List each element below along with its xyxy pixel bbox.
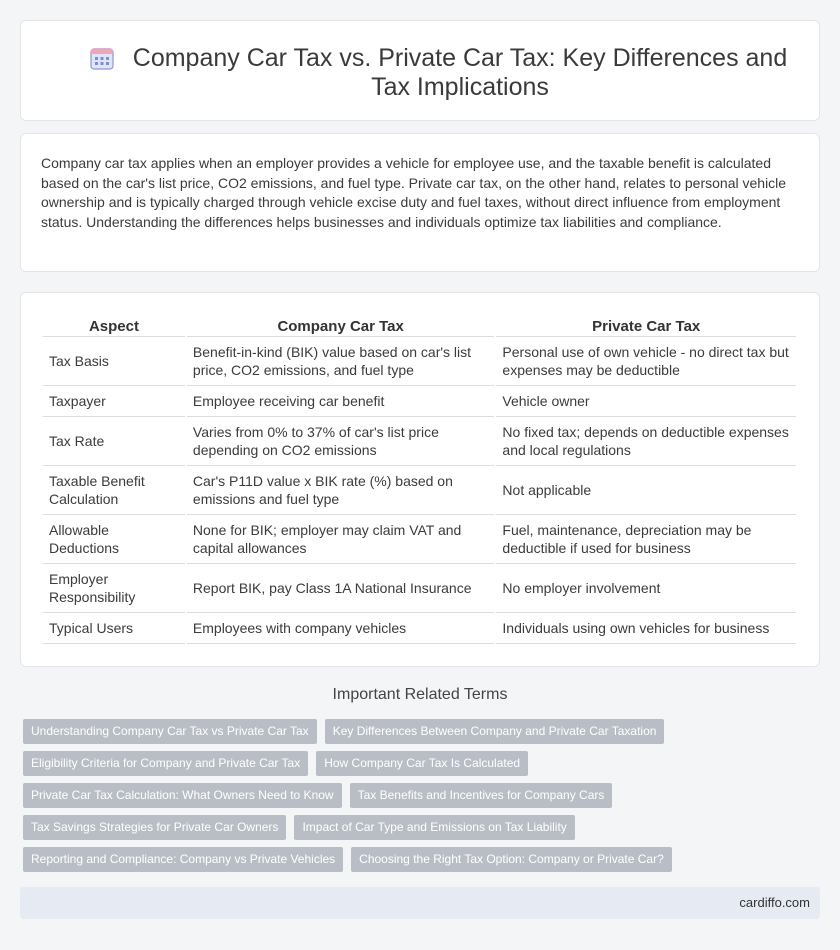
cell-private: Fuel, maintenance, depreciation may be deductible if used for business [496, 515, 796, 564]
related-term-tag[interactable]: Choosing the Right Tax Option: Company or Private Car? [351, 847, 672, 872]
related-terms-heading: Important Related Terms [332, 686, 508, 703]
comparison-table-card [20, 292, 820, 667]
cell-aspect: Allowable Deductions [43, 515, 185, 564]
header-company-car-tax: Company Car Tax [187, 315, 495, 337]
intro-card [20, 133, 820, 272]
tag-row [23, 719, 823, 744]
footer-site-link[interactable]: cardiffo.com [739, 895, 810, 910]
cell-company: Car's P11D value x BIK rate (%) based on emissions and fuel type [187, 466, 495, 515]
tag-row [23, 751, 823, 776]
page-title: Company Car Tax vs. Private Car Tax: Key Differences and Tax Implications [132, 44, 788, 101]
table-row [43, 417, 796, 466]
cell-aspect: Employer Responsibility [43, 564, 185, 613]
related-term-tag[interactable]: How Company Car Tax Is Calculated [316, 751, 528, 776]
cell-company: Report BIK, pay Class 1A National Insurance [187, 564, 495, 613]
cell-aspect: Typical Users [43, 613, 185, 644]
related-term-tag[interactable]: Key Differences Between Company and Private Car Taxation [325, 719, 665, 744]
cell-aspect: Taxable Benefit Calculation [43, 466, 185, 515]
comparison-table [41, 315, 798, 644]
related-term-tag[interactable]: Private Car Tax Calculation: What Owners Need to Know [23, 783, 342, 808]
related-term-tag[interactable]: Reporting and Compliance: Company vs Private Vehicles [23, 847, 343, 872]
footer [20, 887, 820, 919]
cell-private: Vehicle owner [496, 386, 796, 417]
table-row [43, 564, 796, 613]
table-row [43, 613, 796, 644]
related-terms-list [23, 719, 823, 879]
cell-private: Individuals using own vehicles for business [496, 613, 796, 644]
intro-paragraph: Company car tax applies when an employer provides a vehicle for employee use, and the taxable benefit is calculated based on the car's list price, CO2 emissions, and fuel type. Private car tax, on the other hand, relates to personal vehicle ownership and is typically charged through vehicle excise duty and fuel taxes, without direct influence from employment status. Understanding the differences helps businesses and individuals optimize tax liabilities and compliance. [41, 155, 787, 230]
cell-private: Personal use of own vehicle - no direct tax but expenses may be deductible [496, 337, 796, 386]
table-row [43, 386, 796, 417]
tag-row [23, 783, 823, 808]
cell-private: Not applicable [496, 466, 796, 515]
cell-private: No employer involvement [496, 564, 796, 613]
cell-company: Employees with company vehicles [187, 613, 495, 644]
cell-company: Varies from 0% to 37% of car's list price depending on CO2 emissions [187, 417, 495, 466]
title-card [20, 20, 820, 121]
header-private-car-tax: Private Car Tax [496, 315, 796, 337]
related-term-tag[interactable]: Tax Savings Strategies for Private Car Owners [23, 815, 286, 840]
tag-row [23, 815, 823, 840]
table-row [43, 337, 796, 386]
table-header-row [43, 315, 796, 337]
cell-company: Employee receiving car benefit [187, 386, 495, 417]
header-aspect: Aspect [43, 315, 185, 337]
related-term-tag[interactable]: Impact of Car Type and Emissions on Tax Liability [294, 815, 574, 840]
tag-row [23, 847, 823, 872]
table-row [43, 515, 796, 564]
related-term-tag[interactable]: Tax Benefits and Incentives for Company Cars [350, 783, 613, 808]
cell-aspect: Taxpayer [43, 386, 185, 417]
cell-company: Benefit-in-kind (BIK) value based on car's list price, CO2 emissions, and fuel type [187, 337, 495, 386]
related-term-tag[interactable]: Understanding Company Car Tax vs Private Car Tax [23, 719, 317, 744]
cell-private: No fixed tax; depends on deductible expenses and local regulations [496, 417, 796, 466]
cell-aspect: Tax Rate [43, 417, 185, 466]
cell-company: None for BIK; employer may claim VAT and capital allowances [187, 515, 495, 564]
table-row [43, 466, 796, 515]
cell-aspect: Tax Basis [43, 337, 185, 386]
related-term-tag[interactable]: Eligibility Criteria for Company and Private Car Tax [23, 751, 308, 776]
